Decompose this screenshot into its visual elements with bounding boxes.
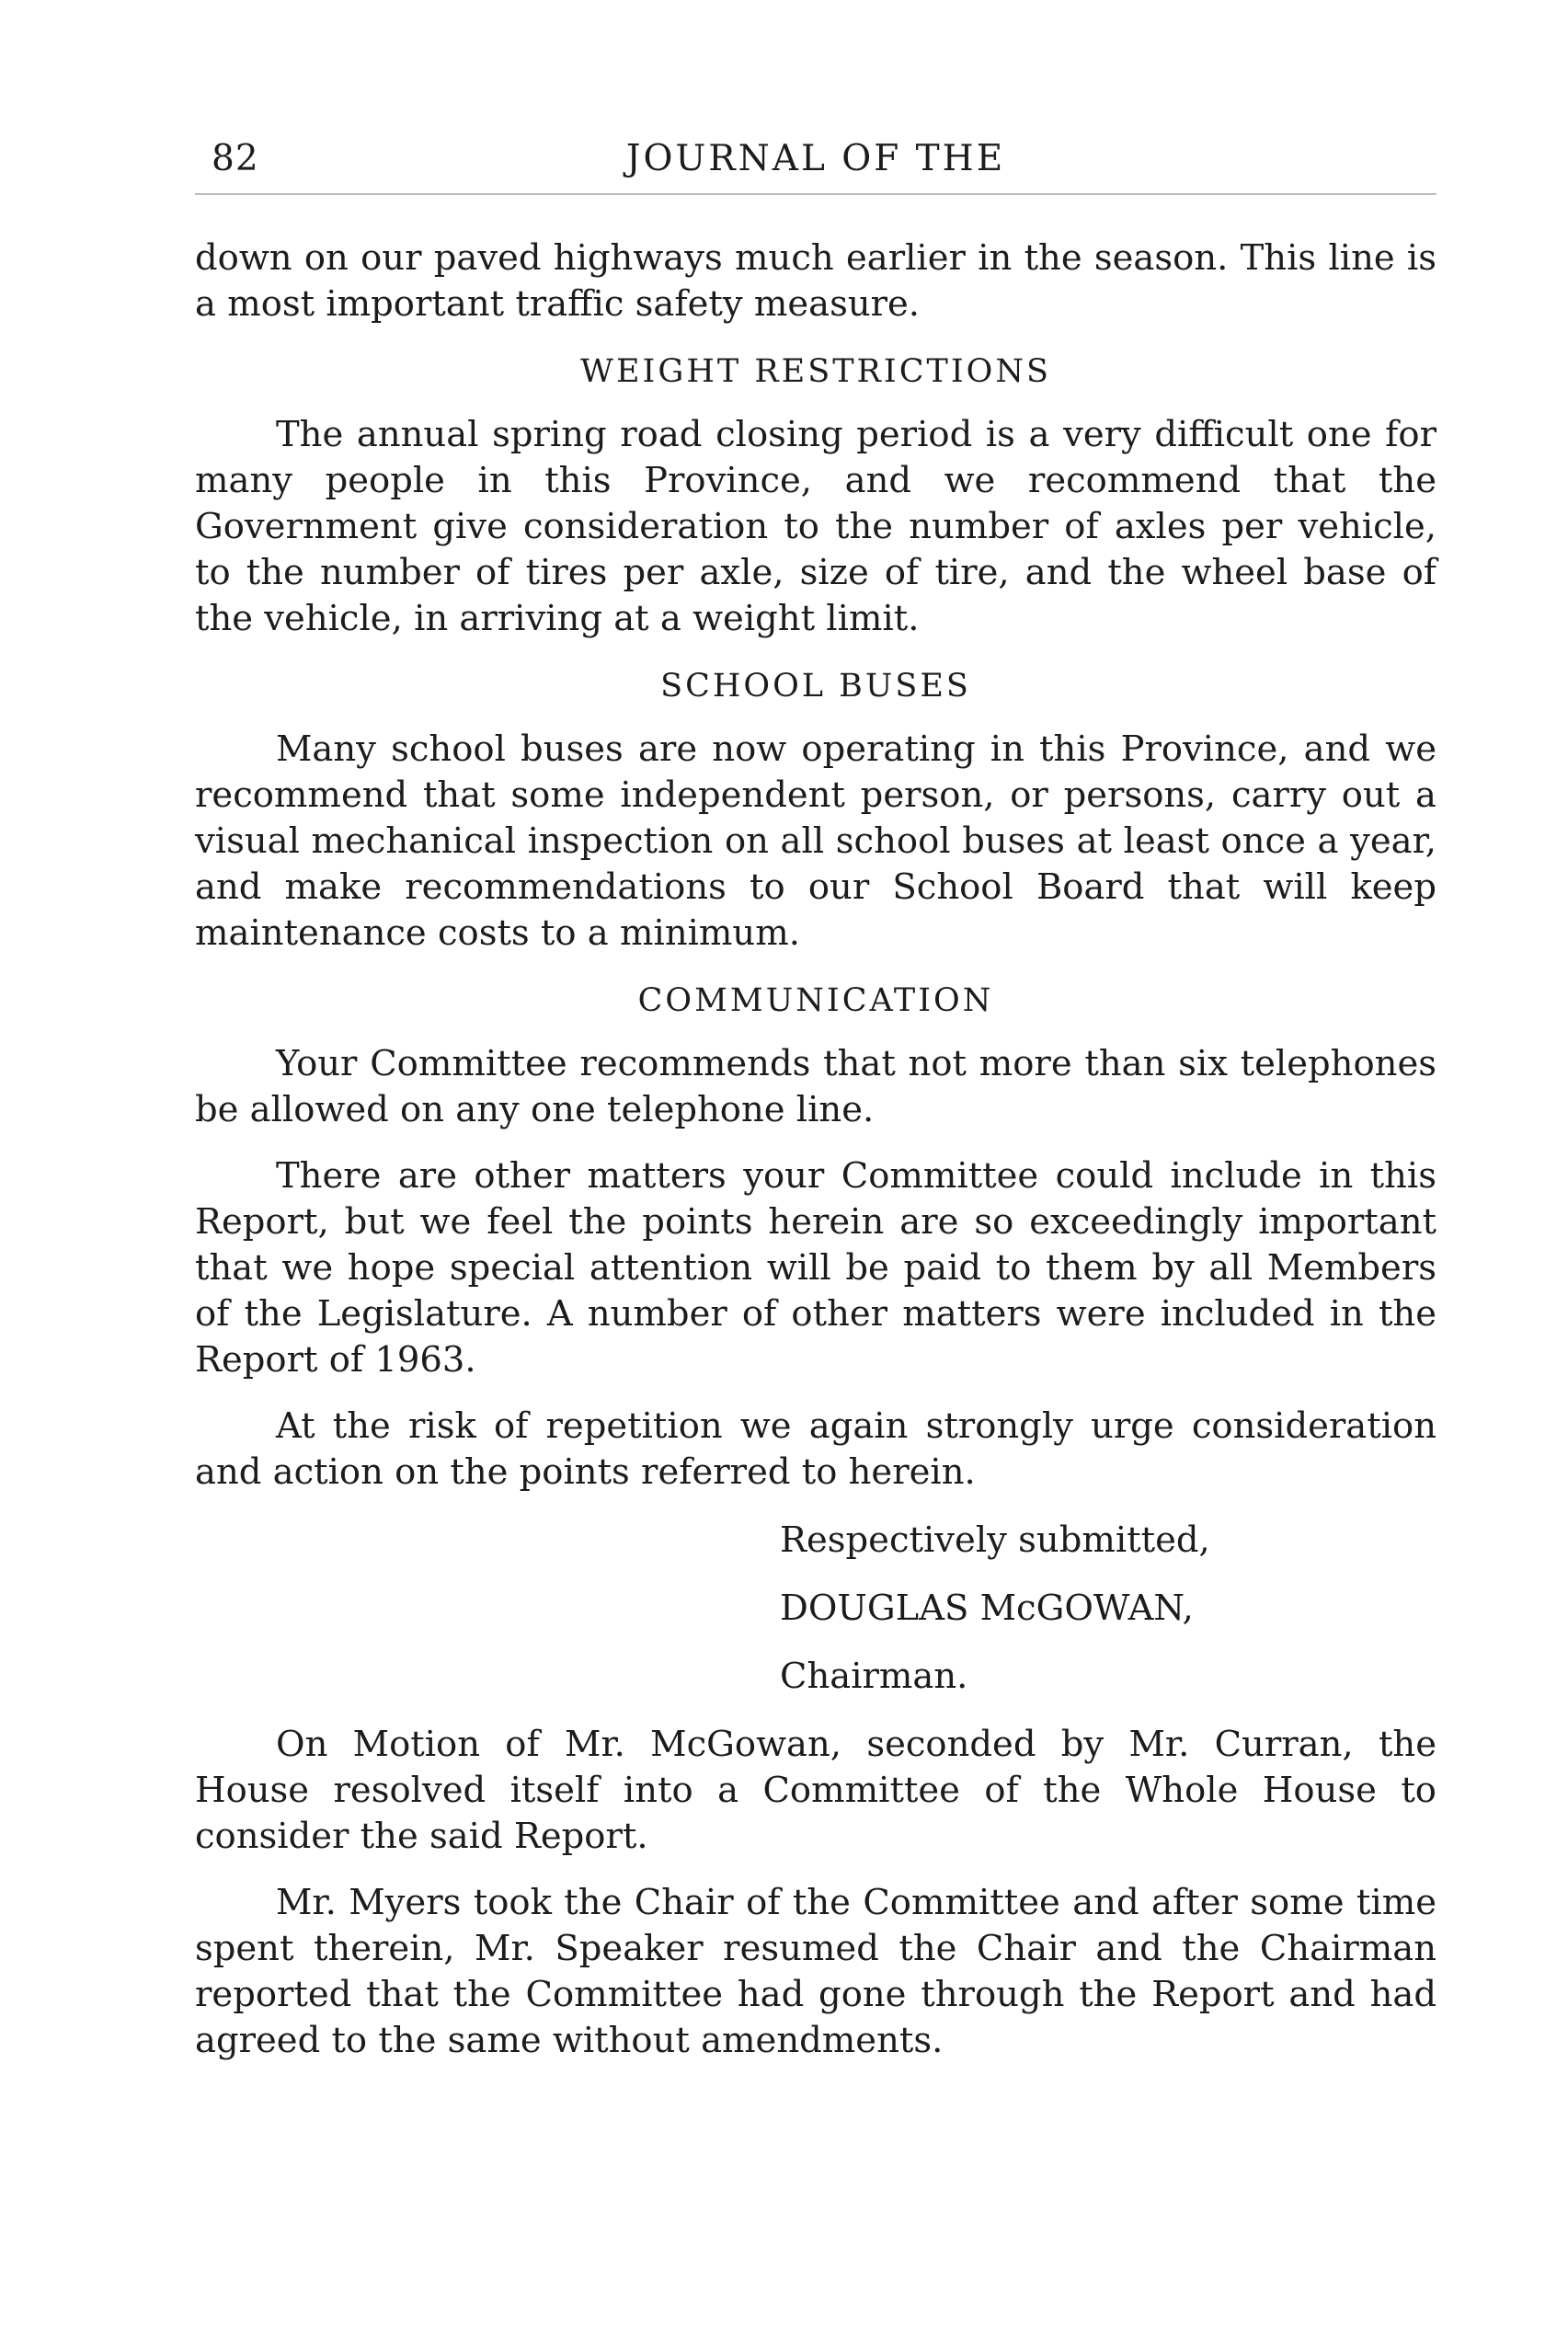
running-title: JOURNAL OF THE xyxy=(625,138,1006,179)
school-buses-paragraph: Many school buses are now operating in this Province, and we recommend that some independent person, or persons, carry out a visual mechanical inspection on all school buses at least once a year, and make recommendations to our School Board that will keep maintenance costs to a minimum. xyxy=(195,728,1436,954)
motion-paragraph: On Motion of Mr. McGowan, seconded by Mr. Curran, the House resolved itself into a Committee of the Whole House to consider the said Report. xyxy=(195,1724,1436,1857)
weight-restrictions-paragraph: The annual spring road closing period is a very difficult one for many people in this Province, and we recommend that the Government give consideration to the number of axles per vehicle, to the number of tires per axle, size of tire, and the wheel base of the vehicle, in arriving at a weight limit. xyxy=(195,414,1436,639)
signature-name: DOUGLAS McGOWAN, xyxy=(780,1588,1194,1629)
page-body xyxy=(195,235,1436,2064)
closing-paragraph: At the risk of repetition we again strongly urge consideration and action on the points referred to herein. xyxy=(195,1405,1436,1493)
signature-title: Chairman. xyxy=(780,1656,968,1697)
section-heading-communication: COMMUNICATION xyxy=(637,982,994,1019)
other-matters-paragraph: There are other matters your Committee could include in this Report, but we feel the points herein are so exceedingly important that we hope special attention will be paid to them by all Members of the Legislature. A number of other matters were included in the Report of 1963. xyxy=(195,1155,1436,1381)
page-number: 82 xyxy=(212,138,259,179)
continued-paragraph: down on our paved highways much earlier in the season. This line is a most important traffic safety measure. xyxy=(195,237,1436,325)
journal-page xyxy=(195,138,1436,2064)
communication-paragraph: Your Committee recommends that not more than six telephones be allowed on any one telephone line. xyxy=(195,1043,1436,1130)
section-heading-weight-restrictions: WEIGHT RESTRICTIONS xyxy=(580,353,1051,390)
section-heading-school-buses: SCHOOL BUSES xyxy=(660,668,971,705)
signature-block xyxy=(780,1518,1436,1700)
page-header xyxy=(195,138,1436,195)
signature-closing: Respectively submitted, xyxy=(780,1519,1210,1561)
committee-report-paragraph: Mr. Myers took the Chair of the Committee and after some time spent therein, Mr. Speaker resumed the Chair and the Chairman reported that the Committee had gone through the Report and had agreed to the same without amendments. xyxy=(195,1882,1436,2061)
